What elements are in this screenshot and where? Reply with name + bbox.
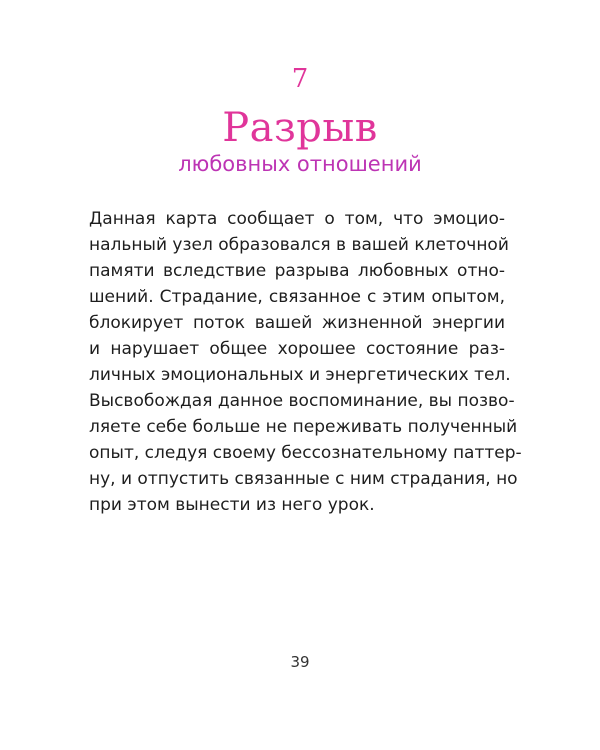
body-line: нальный узел образовался в вашей клеточной: [89, 235, 509, 255]
body-line: шений. Страдание, связанное с этим опытом,: [89, 287, 505, 307]
chapter-title: Разрыв: [222, 105, 378, 151]
body-line: личных эмоциональных и энергетических тел.: [89, 365, 511, 385]
body-line: опыт, следуя своему бессознательному паттер-: [89, 443, 522, 463]
body-line: ну, и отпустить связанные с ним страдания, но: [89, 469, 518, 489]
body-line: при этом вынести из него урок.: [89, 495, 375, 515]
page-number: 39: [290, 653, 310, 671]
body-line: Высвобождая данное воспоминание, вы позво-: [89, 391, 515, 411]
body-line: и нарушает общее хорошее состояние раз-: [89, 339, 505, 359]
body-line: памяти вследствие разрыва любовных отно-: [89, 261, 505, 281]
body-line: Данная карта сообщает о том, что эмоцио-: [89, 209, 505, 229]
chapter-number: 7: [291, 64, 309, 94]
chapter-subtitle: любовных отношений: [178, 152, 422, 176]
body-paragraph: [89, 206, 522, 518]
body-line: блокирует поток вашей жизненной энергии: [89, 313, 505, 333]
body-line: ляете себе больше не переживать полученный: [89, 417, 518, 437]
